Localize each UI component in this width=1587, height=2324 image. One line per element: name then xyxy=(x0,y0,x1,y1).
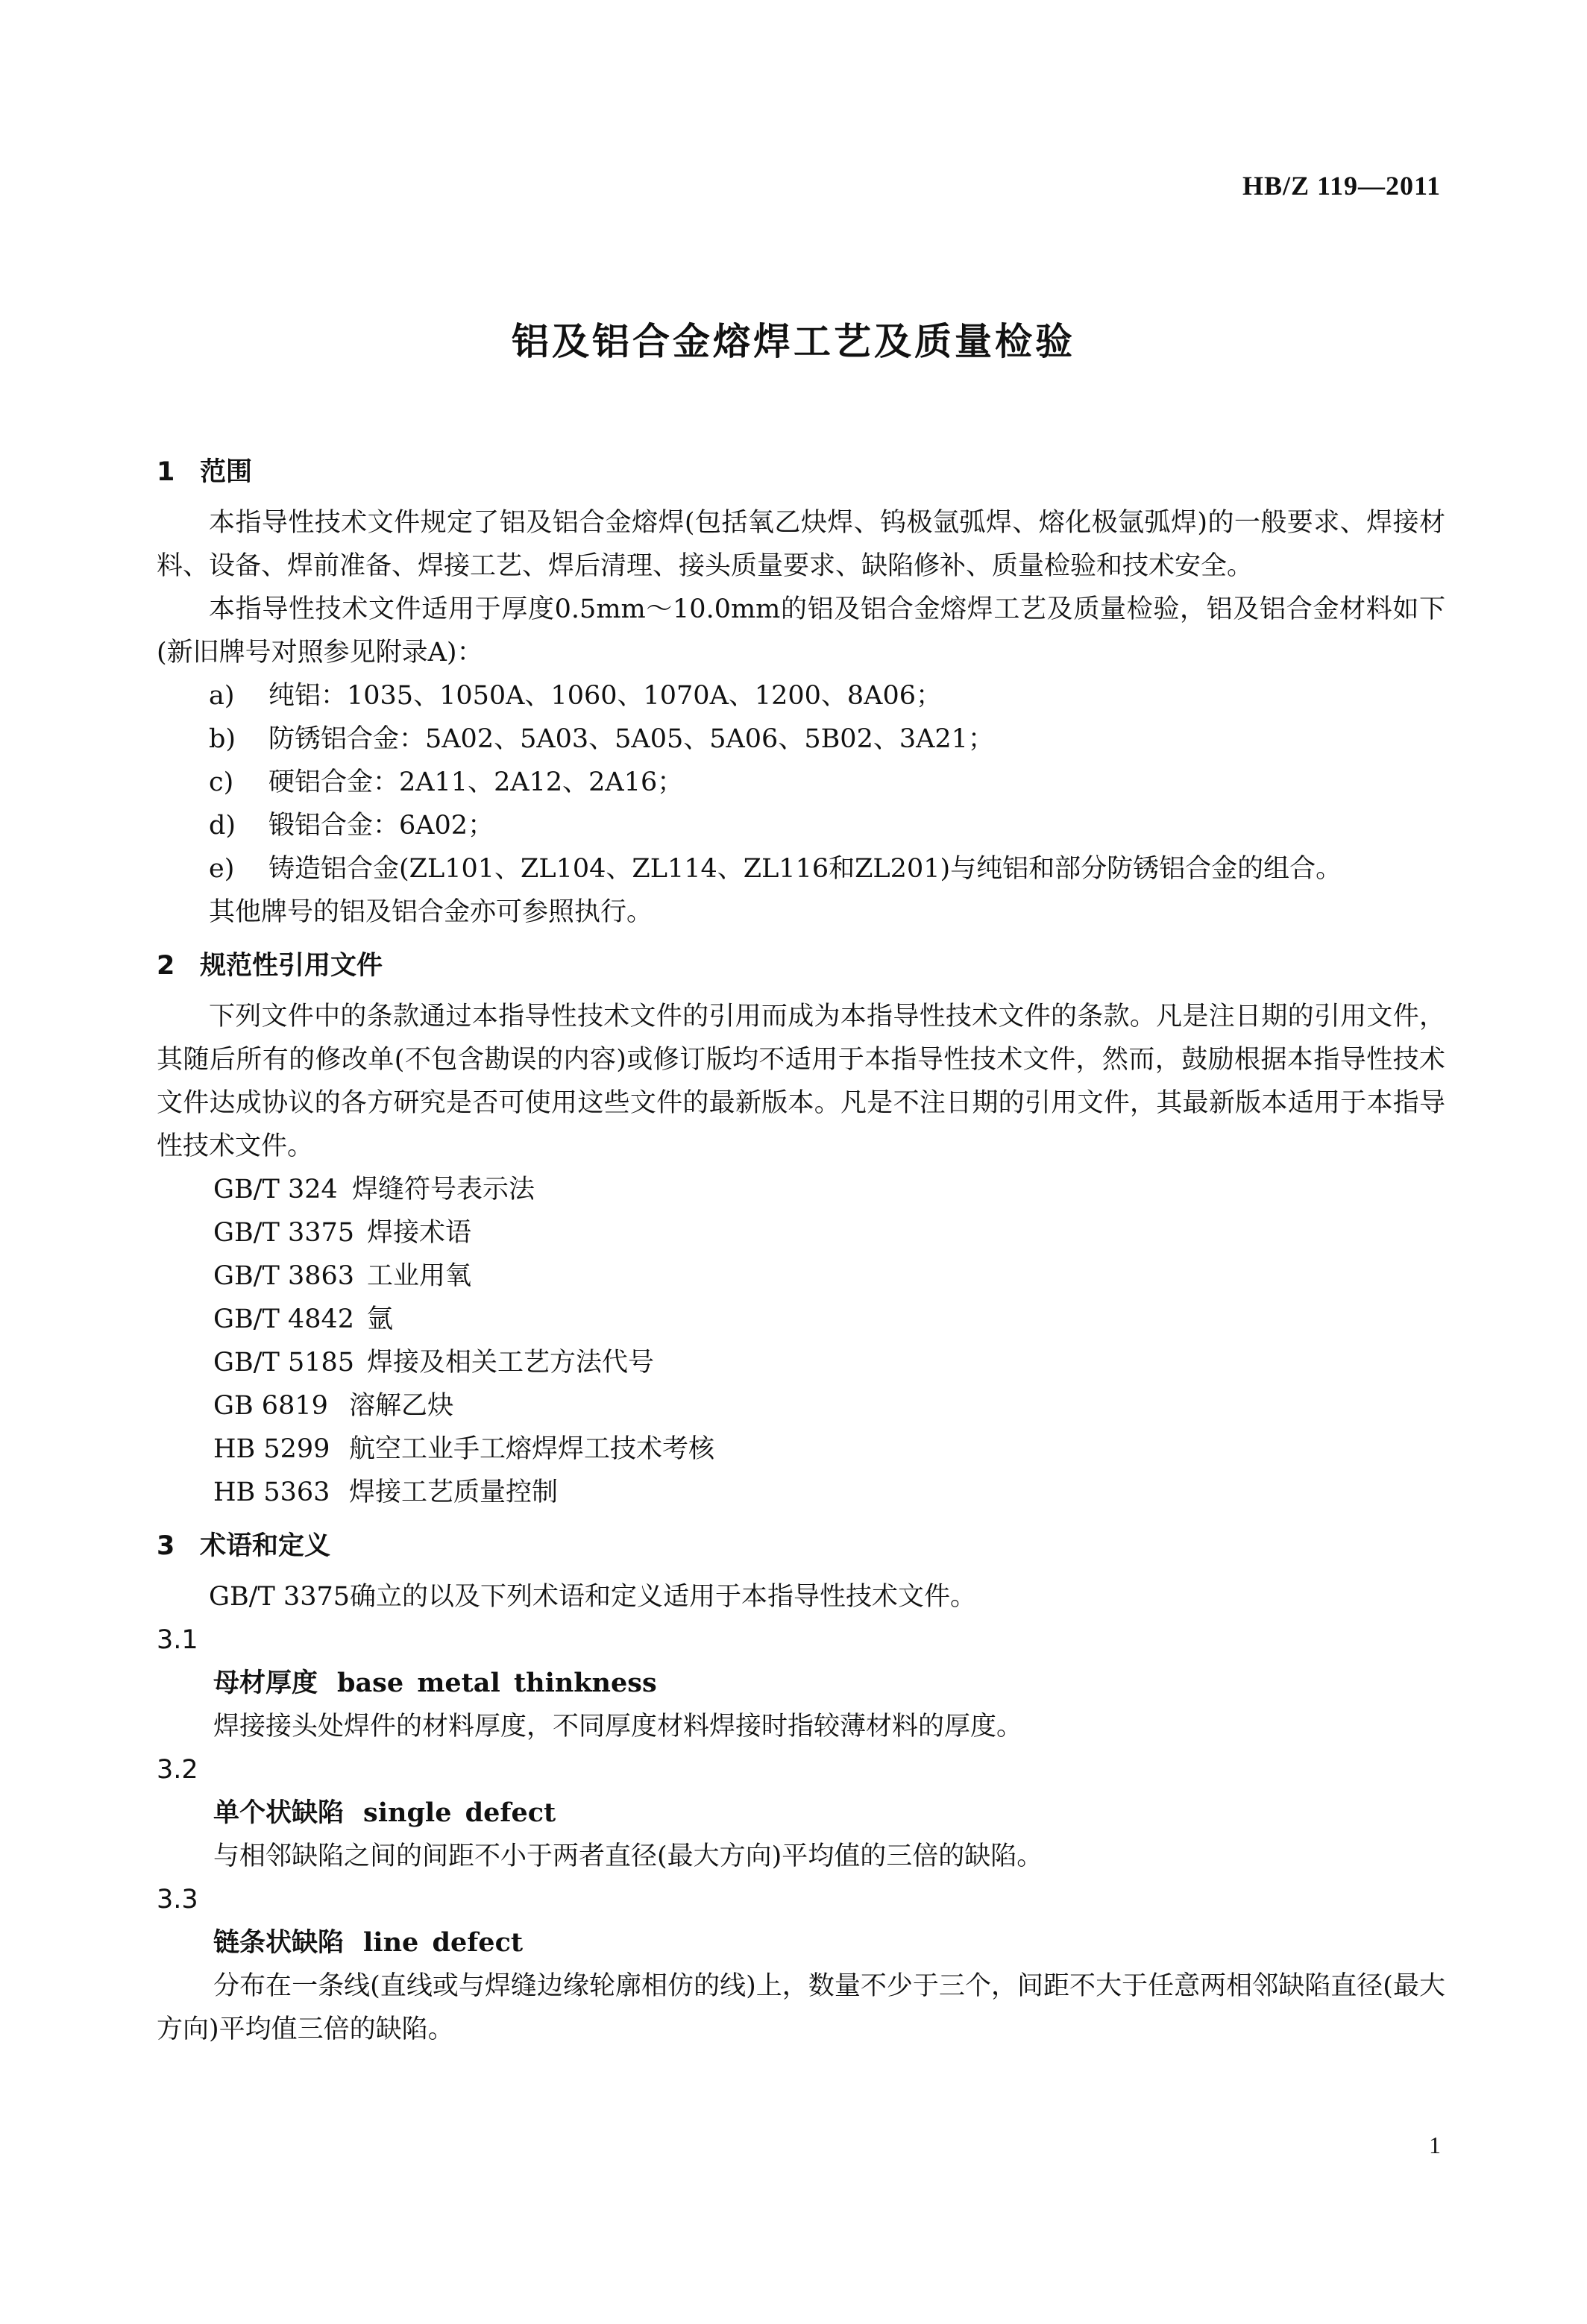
term-definition: 焊接接头处焊件的材料厚度，不同厚度材料焊接时指较薄材料的厚度。 xyxy=(213,1712,1023,1742)
reference-item: GB/T 4842 氩 xyxy=(213,1304,394,1334)
reference-item: GB/T 3863 工业用氧 xyxy=(213,1261,472,1291)
term-heading: 链条状缺陷 line defect xyxy=(213,1927,524,1958)
section-1-paragraph-1: 本指导性技术文件规定了铝及铝合金熔焊(包括氧乙炔焊、钨极氩弧焊、熔化极氩弧焊)的一般要求、焊接材料、设备、焊前准备、焊接工艺、焊后清理、接头质量要求、缺陷修补、质量检验和技术安全。 xyxy=(157,508,1445,581)
document-body xyxy=(157,440,1445,2051)
list-item: a) 纯铝：1035、1050A、1060、1070A、1200、8A06； xyxy=(209,681,942,711)
reference-item: GB 6819 溶解乙炔 xyxy=(213,1391,454,1421)
reference-item: GB/T 324 焊缝符号表示法 xyxy=(213,1175,535,1205)
clause-number: 3.1 xyxy=(157,1625,198,1655)
section-2-paragraph-1: 下列文件中的条款通过本指导性技术文件的引用而成为本指导性技术文件的条款。凡是注日期的引用文件，其随后所有的修改单(不包含勘误的内容)或修订版均不适用于本指导性技术文件，然而，鼓励根据本指导性技术文件达成协议的各方研究是否可使用这些文件的最新版本。凡是不注日期的引用文件，其最新版本适用于本指导性技术文件。 xyxy=(157,1002,1445,1161)
section-3-heading: 3 术语和定义 xyxy=(157,1531,331,1561)
list-item: d) 锻铝合金：6A02； xyxy=(209,811,494,841)
section-2-heading: 2 规范性引用文件 xyxy=(157,951,383,981)
term-3-2 xyxy=(157,1748,1445,1878)
reference-list xyxy=(157,1168,1445,1514)
document-title: 铝及铝合金熔焊工艺及质量检验 xyxy=(512,320,1075,363)
section-1-heading: 1 范围 xyxy=(157,457,253,487)
list-item: c) 硬铝合金：2A11、2A12、2A16； xyxy=(209,767,684,797)
term-heading: 母材厚度 base metal thinkness xyxy=(213,1668,657,1698)
page-number: 1 xyxy=(1429,2132,1441,2158)
term-3-1 xyxy=(157,1618,1445,1748)
list-item: b) 防锈铝合金：5A02、5A03、5A05、5A06、5B02、3A21； xyxy=(209,724,994,754)
reference-item: GB/T 3375 焊接术语 xyxy=(213,1218,472,1248)
term-3-3 xyxy=(157,1878,1445,2051)
section-1-paragraph-3: 其他牌号的铝及铝合金亦可参照执行。 xyxy=(209,897,653,927)
list-item: e) 铸造铝合金(ZL101、ZL104、ZL114、ZL116和ZL201)与纯铝和部分防锈铝合金的组合。 xyxy=(209,854,1342,884)
materials-list xyxy=(157,674,1445,891)
clause-number: 3.2 xyxy=(157,1755,198,1785)
term-definition: 与相邻缺陷之间的间距不小于两者直径(最大方向)平均值的三倍的缺陷。 xyxy=(213,1841,1043,1871)
reference-item: HB 5363 焊接工艺质量控制 xyxy=(213,1477,559,1507)
term-heading: 单个状缺陷 single defect xyxy=(213,1797,556,1828)
reference-item: GB/T 5185 焊接及相关工艺方法代号 xyxy=(213,1348,655,1378)
section-1-paragraph-2: 本指导性技术文件适用于厚度0.5mm～10.0mm的铝及铝合金熔焊工艺及质量检验，铝及铝合金材料如下(新旧牌号对照参见附录A)： xyxy=(157,594,1445,668)
section-3-paragraph-1: GB/T 3375确立的以及下列术语和定义适用于本指导性技术文件。 xyxy=(209,1582,977,1612)
standard-code: HB/Z 119—2011 xyxy=(1242,171,1441,201)
term-definition: 分布在一条线(直线或与焊缝边缘轮廓相仿的线)上，数量不少于三个，间距不大于任意两相邻缺陷直径(最大方向)平均值三倍的缺陷。 xyxy=(157,1971,1445,2044)
clause-number: 3.3 xyxy=(157,1885,198,1915)
reference-item: HB 5299 航空工业手工熔焊焊工技术考核 xyxy=(213,1434,715,1464)
